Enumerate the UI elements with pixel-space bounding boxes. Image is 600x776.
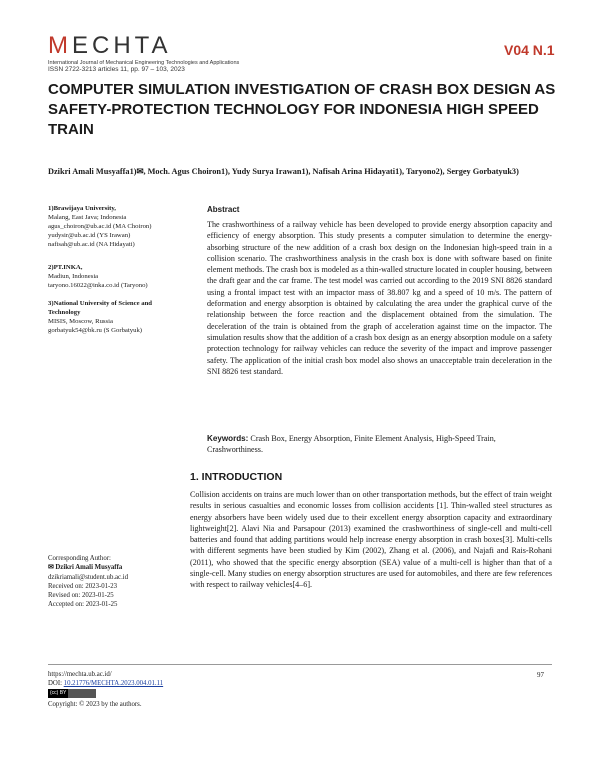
issn-line: ISSN 2722-3213 articles 11, pp. 97 – 103, 2023: [48, 66, 185, 73]
affiliation-1: 1)Brawijaya University, Malang, East Java; Indonesia agus_choiron@ub.ac.id (MA Choiron) yudysir@ub.ac.id (YS Irawan) nafisah@ub.ac.id (NA Hidayati): [48, 205, 152, 248]
introduction-text: Collision accidents on trains are much lower than on other transportation methods, but the effect of train weight results in serious casualties and economic losses from collision accidents [1]. Thin-walled steel structures as energy absorbers have been widely used due to their excellent energy absorption capacity and extraordinary lightweight[2]. Alavi Nia and Parsapour (2013) examined the crashworthiness of single-cell and multi-cell batteries and found that adding partitions would help increase energy absorption in crash boxes[3]. Multi-cells with different segments have been studied by Kim (2002), Zhang et al. (2006), and Najafi and Rais-Rohani (2011), who showed that the specific energy absorption (SEA) value of a multi-cell is higher than that of a single-cell. Many studies on energy absorption structures are used for automobiles, and there are few references with respect to railway vehicles[4–6].: [190, 490, 552, 590]
volume-label: V04 N.1: [504, 42, 555, 58]
journal-url[interactable]: https://mechta.ub.ac.id/: [48, 671, 112, 678]
corresponding-author: Corresponding Author: ✉ Dzikri Amali Musyaffa dzikriamali@student.ub.ac.id Received on: 2023-01-23 Revised on: 2023-01-25 Accepted on: 2023-01-25: [48, 555, 129, 609]
paper-title: COMPUTER SIMULATION INVESTIGATION OF CRASH BOX DESIGN AS SAFETY-PROTECTION TECHNOLOGY FOR INDONESIA HIGH SPEED TRAIN: [48, 81, 556, 138]
author-list: Dzikri Amali Musyaffa1)✉, Moch. Agus Choiron1), Yudy Surya Irawan1), Nafisah Arina Hidayati1), Taryono2), Sergey Gorbatyuk3): [48, 167, 519, 176]
affiliation-2: 2)PT.INKA, Madiun, Indonesia taryono.16022@inka.co.id (Taryono): [48, 264, 148, 289]
copyright: Copyright: © 2023 by the authors.: [48, 701, 142, 708]
keywords-text: Crash Box, Energy Absorption, Finite Element Analysis, High-Speed Train, Crashworthiness.: [207, 434, 496, 455]
affiliation-3: 3)National University of Science and Technology MISIS, Moscow, Russia gorbatyuk54@bk.ru (S Gorbatyuk): [48, 300, 153, 334]
section-heading-introduction: 1. INTRODUCTION: [190, 471, 283, 483]
keywords-label: Keywords:: [207, 434, 249, 443]
doi-line: DOI: 10.21776/MECHTA.2023.004.01.11: [48, 680, 164, 687]
abstract-heading: Abstract: [207, 205, 240, 214]
footer-divider: [48, 664, 552, 665]
corresponding-author-name: ✉ Dzikri Amali Musyaffa: [48, 564, 123, 572]
abstract-text: The crashworthiness of a railway vehicle has been developed to provide energy absorption capacity and efficiency of energy absorption. This study presents a computer simulation to determine the energy-absorbing structure of the new addition of a crash box design on the Indonesian high-speed train in a collision scenario. The crashworthiness analysis in the crash box is done with software based on finite element methods. The crash box is modeled as a thin-walled structure located in coupler housing, between the draft gear and the car frame. The test model was carried out according to the 2019 SNI 8826 standard using a frontal impact test with an impactor mass of 38.807 kg and a speed of 10 m/s. The pattern of deformation and energy absorption is obtained by calculating the area under the graphical curve of the relationship between the force reaction and the displacement obtained from the simulation. The deceleration of the train is obtained from the graph of acceleration against time on the impactor. The simulation results show that the addition of a crash box design as an energy absorption module on a safety protection technology for railway vehicles can reduce the severity of the impact and improve passenger safety. The application of the initial crash box model also shows an unacceptable train deceleration in the SNI 8826 test standard.: [207, 220, 552, 376]
keywords: [207, 433, 552, 456]
journal-logo: MECHTA: [48, 32, 172, 59]
cc-license-badge[interactable]: [48, 689, 96, 698]
journal-tagline: International Journal of Mechanical Engineering Technologies and Applications: [48, 60, 240, 66]
corresponding-email[interactable]: dzikriamali@student.ub.ac.id: [48, 573, 129, 581]
page-number: 97: [537, 671, 544, 679]
cc-icon: (cc) BY: [50, 690, 67, 696]
doi-link[interactable]: 10.21776/MECHTA.2023.004.01.11: [63, 680, 164, 687]
